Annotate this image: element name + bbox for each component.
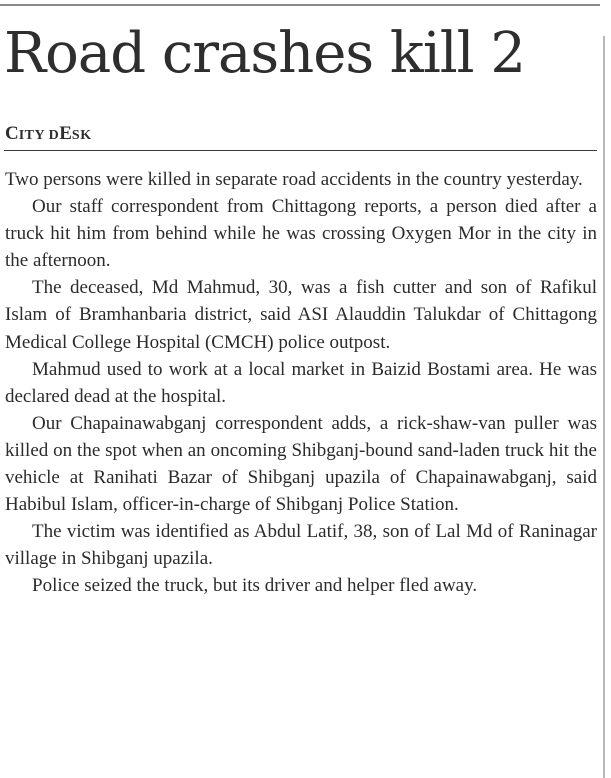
paragraph: Police seized the truck, but its driver and helper fled away.: [32, 575, 478, 597]
paragraph: The deceased, Md Mahmud, 30, was a fish cutter and son of Rafikul Islam of Bramhanbaria district, said ASI Alauddin Talukdar of Chittagong Medical College Hospital (CMCH) police outpost.: [5, 277, 597, 353]
column-rule: [603, 36, 605, 778]
paragraph: Our staff correspondent from Chittagong reports, a person died after a truck hit him from behind while he was crossing Oxygen Mor in the city in the afternoon.: [5, 196, 597, 272]
paragraph: The victim was identified as Abdul Latif, 38, son of Lal Md of Raninagar village in Shibganj upazila.: [5, 521, 597, 570]
paragraph: Two persons were killed in separate road accidents in the country yesterday.: [5, 169, 583, 190]
byline-initial: C: [5, 123, 19, 144]
byline-initial-2: E: [59, 123, 72, 144]
paragraph: Our Chapainawabganj correspondent adds, a rick-shaw-van puller was killed on the spot when an oncoming Shibganj-bound sand-laden truck hit the vehicle at Ranihati Bazar of Shibganj upazila of Chapainawabganj, said Habibul Islam, officer-in-charge of Shibganj Police Station.: [5, 412, 597, 516]
byline: [5, 124, 92, 146]
top-rule: [0, 4, 600, 6]
byline-rest: ITY D: [18, 128, 60, 143]
article-body: [5, 166, 597, 600]
headline: Road crashes kill 2: [4, 21, 526, 86]
paragraph: Mahmud used to work at a local market in Baizid Bostami area. He was declared dead at the hospital.: [5, 358, 597, 407]
byline-rule: [4, 150, 597, 151]
byline-rest-2: SK: [71, 128, 92, 143]
